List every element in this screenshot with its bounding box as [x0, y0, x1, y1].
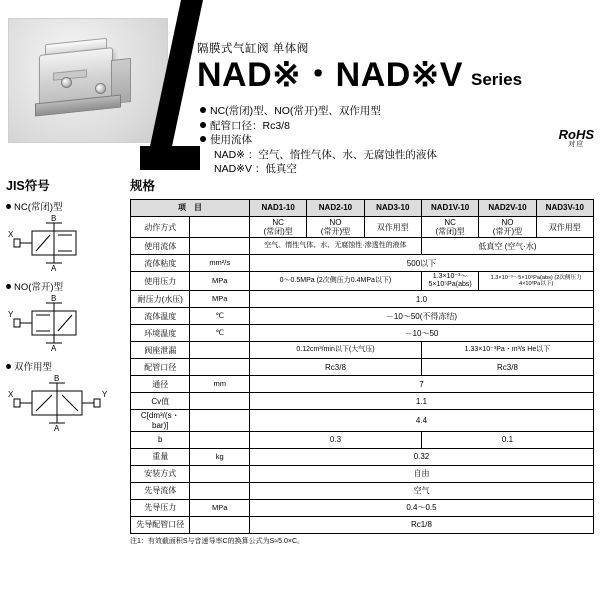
row-label: Cv值	[131, 393, 190, 410]
row-label: 流体温度	[131, 308, 190, 325]
row-label: 先导压力	[131, 499, 190, 516]
svg-text:Y: Y	[8, 310, 14, 319]
rohs-sublabel: 对应	[568, 141, 585, 148]
table-cell: 空气、惰性气体、水、无腐蚀性·渗透性的液体	[249, 238, 421, 255]
table-row	[131, 342, 594, 359]
row-unit	[190, 516, 249, 533]
table-row	[131, 308, 594, 325]
row-label: 配管口径	[131, 359, 190, 376]
row-label: 环境温度	[131, 325, 190, 342]
row-unit	[190, 342, 249, 359]
column-header-item: 项 目	[131, 200, 250, 217]
bullet-dot-icon	[6, 364, 11, 369]
table-row	[131, 410, 594, 431]
svg-text:B: B	[51, 215, 57, 223]
svg-text:Y: Y	[102, 390, 108, 399]
jis-group-label: NO(常开)型	[14, 282, 64, 293]
bullet-label: 配管口径：Rc3/8	[210, 119, 290, 132]
bullet-dot-icon	[200, 122, 206, 128]
row-unit: ℃	[190, 308, 249, 325]
table-row	[131, 255, 594, 272]
bullet-dot-icon	[6, 204, 11, 209]
table-cell: 0.1	[421, 431, 593, 448]
table-row	[131, 325, 594, 342]
valve-port-icon	[61, 77, 72, 88]
row-unit	[190, 431, 249, 448]
table-cell: 低真空 (空气·水)	[421, 238, 593, 255]
table-row	[131, 448, 594, 465]
table-header-row	[131, 200, 594, 217]
column-header-nad1v: NAD1V-10	[421, 200, 478, 217]
table-cell: 4.4	[249, 410, 593, 431]
table-cell: Rc3/8	[249, 359, 421, 376]
row-unit: mm²/s	[190, 255, 249, 272]
spec-note: 注1：有效截面积S与音速导率C的换算公式为S≈5.0×C。	[130, 537, 305, 545]
jis-group-nc	[6, 199, 124, 273]
bullet-dot-icon	[200, 107, 206, 113]
table-row	[131, 291, 594, 308]
table-cell: 500以下	[249, 255, 593, 272]
row-label: 阀座泄漏	[131, 342, 190, 359]
row-unit	[190, 465, 249, 482]
jis-symbol-no	[6, 295, 124, 353]
page-header	[0, 0, 600, 175]
page-content	[0, 170, 600, 600]
table-cell: 7	[249, 376, 593, 393]
jis-symbol-double	[6, 375, 124, 433]
row-unit: kg	[190, 448, 249, 465]
table-cell: －10～50	[249, 325, 593, 342]
table-cell: 1.1	[249, 393, 593, 410]
rohs-badge	[559, 128, 594, 148]
row-label: 使用流体	[131, 238, 190, 255]
table-row	[131, 465, 594, 482]
jis-section-title: JIS符号	[6, 179, 50, 193]
table-cell: NC (常闭)型	[421, 217, 478, 238]
fluid-line: NAD※ ：空气、惰性气体、水、无腐蚀性的液体	[214, 148, 437, 161]
column-header-nad2: NAD2-10	[307, 200, 364, 217]
header-subtitle: 隔膜式气缸阀 单体阀	[197, 43, 309, 55]
jis-symbol-drawing	[6, 295, 122, 351]
table-row	[131, 499, 594, 516]
table-cell: －10～50(不得冻结)	[249, 308, 593, 325]
table-cell: Rc3/8	[421, 359, 593, 376]
header-bullets	[200, 104, 437, 177]
header-black-corner	[140, 146, 200, 170]
jis-group-label-wrap	[6, 199, 124, 213]
table-row	[131, 238, 594, 255]
table-cell: 0.3	[249, 431, 421, 448]
row-label: 通径	[131, 376, 190, 393]
table-cell: 1.0	[249, 291, 593, 308]
row-unit: ℃	[190, 325, 249, 342]
column-header-nad3: NAD3-10	[364, 200, 421, 217]
row-label: 动作方式	[131, 217, 190, 238]
table-cell: 0.32	[249, 448, 593, 465]
jis-symbol-drawing	[6, 215, 122, 271]
table-cell: NO (常开)型	[307, 217, 364, 238]
svg-text:X: X	[8, 390, 14, 399]
bullet-dot-icon	[6, 284, 11, 289]
table-cell: 自由	[249, 465, 593, 482]
bullet-label: NC(常闭)型、NO(常开)型、双作用型	[210, 105, 381, 117]
spec-section-title: 规格	[130, 179, 156, 193]
svg-text:X: X	[8, 230, 14, 239]
jis-group-label: NC(常闭)型	[14, 202, 63, 213]
svg-text:A: A	[54, 424, 60, 431]
row-unit: mm	[190, 376, 249, 393]
table-cell: 0.12cm³/min以下(大气压)	[249, 342, 421, 359]
svg-text:B: B	[54, 375, 60, 383]
valve-port-icon	[95, 83, 106, 94]
rohs-label: RoHS	[558, 127, 594, 142]
row-unit	[190, 359, 249, 376]
row-unit: MPa	[190, 499, 249, 516]
table-row	[131, 482, 594, 499]
table-cell: Rc1/8	[249, 516, 593, 533]
table-cell: 1.3×10⁻³～5×10⁵Pa(abs)	[421, 272, 478, 291]
row-label: 先导配管口径	[131, 516, 190, 533]
table-cell: 0.4～0.5	[249, 499, 593, 516]
table-cell: 0～0.5MPa (2次侧压力0.4MPa以下)	[249, 272, 421, 291]
spec-section	[130, 176, 594, 546]
table-cell: NC (常闭)型	[249, 217, 306, 238]
jis-group-no	[6, 279, 124, 353]
table-cell: 双作用型	[364, 217, 421, 238]
row-unit	[190, 217, 249, 238]
bullet-dot-icon	[200, 136, 206, 142]
bullet-item	[200, 133, 437, 148]
table-row	[131, 272, 594, 291]
title-main: NAD※・NAD※V	[197, 56, 463, 94]
row-unit	[190, 482, 249, 499]
table-row	[131, 376, 594, 393]
bullet-label: 使用流体	[210, 134, 252, 146]
table-cell: 1.33×10⁻³Pa・m³/s He以下	[421, 342, 593, 359]
row-unit	[190, 393, 249, 410]
table-cell: 空气	[249, 482, 593, 499]
jis-section	[6, 176, 124, 439]
row-label: 先导流体	[131, 482, 190, 499]
jis-group-label-wrap	[6, 279, 124, 293]
column-header-nad2v: NAD2V-10	[479, 200, 536, 217]
spec-table	[130, 199, 594, 534]
row-label: 流体粘度	[131, 255, 190, 272]
jis-group-double	[6, 359, 124, 433]
row-unit	[190, 410, 249, 431]
page-title	[197, 58, 522, 92]
table-cell: 双作用型	[536, 217, 593, 238]
bullet-item	[200, 104, 437, 119]
table-row	[131, 431, 594, 448]
row-label: b	[131, 431, 190, 448]
row-unit: MPa	[190, 272, 249, 291]
row-label: 安装方式	[131, 465, 190, 482]
title-series: Series	[470, 70, 523, 89]
spec-table-body	[131, 217, 594, 534]
svg-text:A: A	[51, 344, 57, 351]
jis-symbol-drawing	[6, 375, 122, 431]
svg-text:B: B	[51, 295, 57, 303]
product-photo	[8, 18, 168, 143]
svg-text:A: A	[51, 264, 57, 271]
jis-group-label-wrap	[6, 359, 124, 373]
jis-group-label: 双作用型	[14, 362, 53, 373]
row-label: 使用压力	[131, 272, 190, 291]
row-label: C[dm³/(s・bar)]	[131, 410, 190, 431]
bullet-item	[200, 119, 437, 134]
fluid-line: NAD※V ：低真空	[214, 163, 297, 175]
row-label: 耐压力(水压)	[131, 291, 190, 308]
row-label: 重量	[131, 448, 190, 465]
column-header-nad3v: NAD3V-10	[536, 200, 593, 217]
row-unit: MPa	[190, 291, 249, 308]
table-row	[131, 516, 594, 533]
table-cell: 1.3×10⁻³～5×10⁵Pa(abs) (2次侧压力4×10³Pa以下)	[479, 272, 594, 291]
column-header-nad1: NAD1-10	[249, 200, 306, 217]
table-cell: NO (常开)型	[479, 217, 536, 238]
table-row	[131, 217, 594, 238]
table-row	[131, 359, 594, 376]
row-unit	[190, 238, 249, 255]
table-row	[131, 393, 594, 410]
jis-symbol-nc	[6, 215, 124, 273]
